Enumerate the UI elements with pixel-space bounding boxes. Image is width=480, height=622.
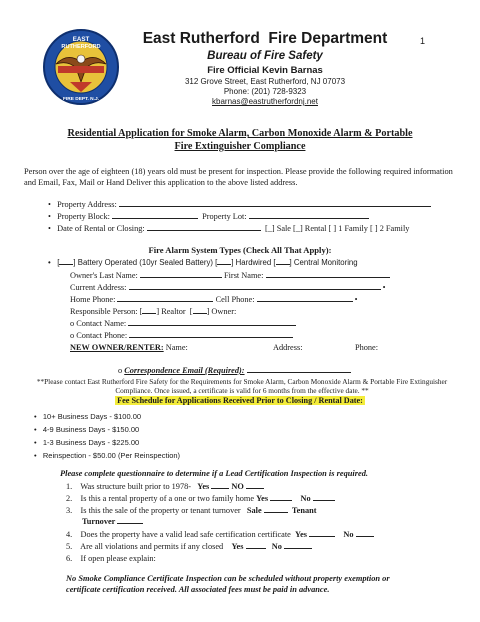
q5-yes-field[interactable] — [246, 548, 266, 549]
form-title-line2: Fire Extinguisher Compliance — [174, 141, 306, 152]
correspondence-label: Correspondence Email (Required): — [124, 366, 245, 375]
form-title-line1: Residential Application for Smoke Alarm, Carbon Monoxide Alarm & Portable — [67, 128, 413, 139]
property-lot-label: Property Lot: — [202, 212, 247, 221]
correspondence-email-field[interactable] — [247, 372, 351, 373]
alarm-types-heading: Fire Alarm System Types (Check All That Apply): — [148, 245, 332, 255]
q3-turnover-label: Turnover — [82, 517, 116, 526]
contact-name-field[interactable] — [128, 325, 296, 326]
owner-checkbox[interactable] — [193, 313, 207, 314]
question-1 — [66, 482, 264, 491]
svg-text:EAST: EAST — [72, 36, 90, 43]
new-owner-phone-label: Phone: — [355, 343, 379, 352]
q2-no-field[interactable] — [313, 500, 335, 501]
cell-phone-label: Cell Phone: — [215, 295, 255, 304]
fee-schedule-heading-text: Fee Schedule for Applications Received Prior to Closing / Rental Date: — [117, 396, 363, 405]
current-address-row: Current Address: • — [70, 283, 386, 292]
fee-schedule-heading — [0, 396, 480, 405]
correspondence-row: o Correspondence Email (Required): — [118, 366, 351, 375]
questionnaire-heading: Please complete questionnaire to determine if a Lead Certification Inspection is required. — [60, 469, 368, 478]
question-3-continued — [82, 517, 143, 526]
property-lot-field[interactable] — [249, 218, 369, 219]
rental-date-field[interactable] — [147, 230, 261, 231]
owner-label: Owner: — [211, 307, 237, 316]
question-6 — [66, 554, 156, 563]
q3-tenant-label: Tenant — [291, 506, 317, 515]
question-text: Are all violations and permits if any closed — [80, 542, 224, 551]
q4-no-label: No — [343, 530, 354, 539]
property-block-label: Property Block: — [57, 212, 110, 221]
q1-yes-label: Yes — [197, 482, 210, 491]
intro-text: Person over the age of eighteen (18) years old must be present for inspection. Please provide the following required information and Email, Fax, Mail or Hand Deliver this application to the above listed address. — [24, 167, 453, 187]
address: 312 Grove Street, East Rutherford, NJ 07073 — [184, 77, 346, 86]
current-address-field[interactable] — [129, 289, 381, 290]
property-block-row: • Property Block: Property Lot: — [48, 212, 369, 221]
phone-row: Home Phone: Cell Phone: • — [70, 295, 358, 304]
q1-no-field[interactable] — [246, 488, 264, 489]
q1-no-label: NO — [231, 482, 244, 491]
question-text: If open please explain: — [80, 554, 156, 563]
question-number: 6. — [66, 554, 73, 563]
question-number: 5. — [66, 542, 73, 551]
property-address-field[interactable] — [119, 206, 431, 207]
question-number: 4. — [66, 530, 73, 539]
q5-no-field[interactable] — [284, 548, 312, 549]
q5-yes-label: Yes — [231, 542, 244, 551]
q3-sale-label: Sale — [246, 506, 262, 515]
fee-item-text: 1-3 Business Days - $225.00 — [42, 438, 140, 447]
contact-phone-row — [70, 331, 293, 340]
q2-yes-field[interactable] — [270, 500, 292, 501]
owner-last-name-label: Owner's Last Name: — [70, 271, 138, 280]
rental-date-label: Date of Rental or Closing: — [57, 224, 145, 233]
q3-sale-field[interactable] — [264, 512, 288, 513]
hardwired-label: Hardwired — [235, 258, 272, 267]
question-2 — [66, 494, 335, 503]
new-owner-label: NEW OWNER/RENTER: — [70, 343, 164, 352]
q1-yes-field[interactable] — [211, 488, 229, 489]
rental-date-row: • Date of Rental or Closing: [_] Sale [_] Rental [ ] 1 Family [ ] 2 Family — [48, 224, 410, 233]
cell-phone-field[interactable] — [257, 301, 353, 302]
org-name: East Rutherford Fire Department — [142, 30, 388, 47]
home-phone-label: Home Phone: — [70, 295, 116, 304]
question-3 — [66, 506, 317, 515]
fee-item-text: 10+ Business Days - $100.00 — [42, 412, 142, 421]
fee-item: • Reinspection - $50.00 (Per Reinspection) — [34, 451, 181, 460]
property-address-row: • Property Address: — [48, 200, 431, 209]
sale-type-options[interactable]: [_] Sale [_] Rental [ ] 1 Family [ ] 2 Family — [264, 224, 410, 233]
question-4 — [66, 530, 374, 539]
question-number: 1. — [66, 482, 73, 491]
home-phone-field[interactable] — [117, 301, 213, 302]
q4-yes-label: Yes — [295, 530, 307, 539]
owner-name-row — [70, 271, 390, 280]
q2-no-label: No — [300, 494, 311, 503]
property-address-label: Property Address: — [57, 200, 117, 209]
phone: Phone: (201) 728-9323 — [223, 87, 307, 96]
q4-yes-field[interactable] — [309, 536, 335, 537]
fire-department-seal — [42, 26, 120, 108]
question-number: 3. — [66, 506, 73, 515]
question-5 — [66, 542, 312, 551]
q5-no-label: No — [271, 542, 282, 551]
footer-note: No Smoke Compliance Certificate Inspection can be scheduled without property exemption or certificate certification received. All associated fees must be paid in advance. — [66, 574, 390, 594]
fire-official: Fire Official Kevin Barnas — [207, 65, 323, 76]
battery-label: Battery Operated (10yr Sealed Battery) — [77, 258, 213, 267]
contact-phone-field[interactable] — [129, 337, 293, 338]
form-title — [30, 127, 450, 153]
svg-text:RUTHERFORD: RUTHERFORD — [61, 44, 101, 50]
page-number: 1 — [420, 36, 426, 46]
contact-phone-label: o Contact Phone: — [70, 331, 128, 340]
central-checkbox[interactable] — [276, 264, 290, 265]
new-owner-name-label: Name: — [165, 343, 188, 352]
svg-text:FIRE DEPT. N.J.: FIRE DEPT. N.J. — [63, 97, 99, 102]
question-text: Was structure built prior to 1978- — [80, 482, 192, 491]
central-label: Central Monitoring — [293, 258, 358, 267]
realtor-label: Realtor — [161, 307, 186, 316]
alarm-types-row: • [ ] Battery Operated (10yr Sealed Battery) [ ] Hardwired [ ] Central Monitoring — [48, 258, 358, 267]
battery-checkbox[interactable] — [59, 264, 73, 265]
hardwired-checkbox[interactable] — [217, 264, 231, 265]
fee-item-text: 4-9 Business Days - $150.00 — [42, 425, 140, 434]
responsible-person-row: Responsible Person: [ ] Realtor [ ] Owner: — [70, 307, 237, 316]
q3-turnover-field[interactable] — [117, 523, 143, 524]
q2-yes-label: Yes — [256, 494, 269, 503]
fee-item: • 10+ Business Days - $100.00 — [34, 412, 142, 421]
fee-item: • 4-9 Business Days - $150.00 — [34, 425, 140, 434]
fee-item: • 1-3 Business Days - $225.00 — [34, 438, 140, 447]
responsible-person-label: Responsible Person: — [70, 307, 138, 316]
owner-first-name-field[interactable] — [266, 277, 390, 278]
question-text: Is this a rental property of a one or two family home — [80, 494, 255, 503]
q4-no-field[interactable] — [356, 536, 374, 537]
owner-first-name-label: First Name: — [224, 271, 264, 280]
fee-item-text: Reinspection - $50.00 (Per Reinspection) — [42, 451, 181, 460]
compliance-note: **Please contact East Rutherford Fire Safety for the Requirements for Smoke Alarm, Carbon Monoxide Alarm & Portable Fire Extinguisher Compliance. Once issued, a certificate is valid for 6 months from the effective date. ** — [36, 377, 448, 396]
realtor-checkbox[interactable] — [142, 313, 156, 314]
new-owner-row — [70, 343, 188, 352]
new-owner-address-label: Address: — [273, 343, 303, 352]
contact-name-label: o Contact Name: — [70, 319, 127, 328]
contact-name-row — [70, 319, 296, 328]
email-link[interactable]: kbarnas@eastrutherfordnj.net — [212, 97, 318, 106]
question-number: 2. — [66, 494, 73, 503]
property-block-field[interactable] — [112, 218, 198, 219]
bureau-name: Bureau of Fire Safety — [207, 50, 323, 62]
question-text: Is this the sale of the property or tenant turnover — [80, 506, 241, 515]
current-address-label: Current Address: — [70, 283, 127, 292]
question-text: Does the property have a valid lead safe certification certificate — [80, 530, 291, 539]
owner-last-name-field[interactable] — [140, 277, 222, 278]
